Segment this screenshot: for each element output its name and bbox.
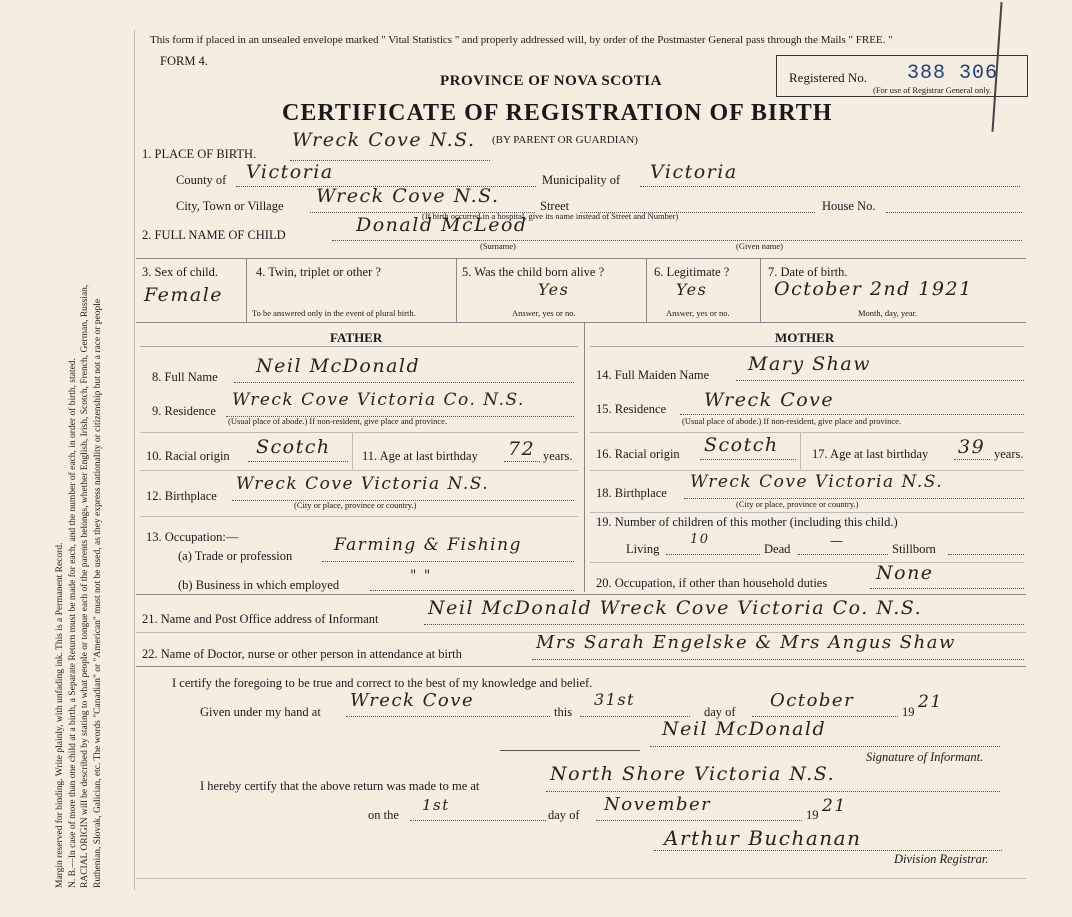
column-divider bbox=[246, 258, 247, 322]
underline bbox=[752, 716, 898, 717]
signature-rule bbox=[500, 750, 640, 751]
column-divider bbox=[456, 258, 457, 322]
mother-racial-value: Scotch bbox=[704, 434, 779, 456]
underline bbox=[532, 659, 1024, 660]
mother-occupation-label: 20. Occupation, if other than household duties bbox=[596, 576, 828, 590]
row-divider bbox=[136, 322, 1026, 323]
given-name-label: (Given name) bbox=[736, 241, 783, 251]
father-residence-note: (Usual place of abode.) If non-resident, give place and province. bbox=[228, 416, 448, 426]
year-prefix: 19 bbox=[902, 705, 915, 719]
mother-children-label: 19. Number of children of this mother (including this child.) bbox=[596, 515, 898, 529]
signature-of-informant-label: Signature of Informant. bbox=[866, 750, 984, 764]
given-place-value: Wreck Cove bbox=[350, 690, 475, 711]
registrar-signature: Arthur Buchanan bbox=[664, 826, 862, 850]
field-rule bbox=[140, 470, 578, 471]
father-trade-label: (a) Trade or profession bbox=[178, 549, 293, 563]
mother-racial-label: 16. Racial origin bbox=[596, 447, 680, 461]
dob-label: 7. Date of birth. bbox=[768, 265, 848, 279]
father-years-label: years. bbox=[543, 449, 573, 463]
dead-label: Dead bbox=[764, 542, 791, 556]
row-divider bbox=[136, 666, 1026, 667]
underline bbox=[546, 791, 1000, 792]
father-racial-value: Scotch bbox=[256, 436, 331, 458]
father-birthplace-note: (City or place, province or country.) bbox=[294, 500, 417, 510]
father-trade-value: Farming & Fishing bbox=[334, 535, 522, 555]
mother-occupation-value: None bbox=[876, 562, 934, 584]
margin-note-line: RACIAL ORIGIN will be described by stating to what people or tongue each of the parents belongs, whether English, Irish, Scotch, French, German, Russian, bbox=[80, 284, 91, 888]
living-label: Living bbox=[626, 542, 660, 556]
column-divider bbox=[352, 432, 353, 470]
return-place-value: North Shore Victoria N.S. bbox=[550, 763, 836, 785]
father-heading-rule bbox=[140, 346, 578, 347]
city-value: Wreck Cove N.S. bbox=[316, 185, 500, 207]
column-divider bbox=[800, 432, 801, 470]
margin-note-line: N. B.—In case of more than one child at a birth, a Separate Return must be made for each, and the number of each, in order of birth, stated. bbox=[67, 358, 78, 888]
alive-note: Answer, yes or no. bbox=[512, 308, 576, 318]
underline bbox=[504, 461, 540, 462]
underline bbox=[410, 820, 546, 821]
return-day-value: 1st bbox=[422, 796, 450, 814]
underline bbox=[700, 459, 796, 460]
mother-heading: MOTHER bbox=[775, 330, 835, 345]
mother-residence-value: Wreck Cove bbox=[704, 389, 835, 411]
this-label: this bbox=[554, 705, 573, 719]
underline bbox=[650, 746, 1000, 747]
county-value: Victoria bbox=[246, 161, 334, 183]
underline bbox=[954, 459, 990, 460]
stillborn-label: Stillborn bbox=[892, 542, 936, 556]
father-age-label: 11. Age at last birthday bbox=[362, 449, 478, 463]
mother-name-value: Mary Shaw bbox=[748, 353, 871, 375]
twin-note: To be answered only in the event of plural birth. bbox=[252, 308, 416, 318]
bottom-rule bbox=[136, 878, 1026, 879]
street-label: Street bbox=[540, 199, 570, 213]
twin-label: 4. Twin, triplet or other ? bbox=[256, 265, 381, 279]
living-value: 10 bbox=[690, 532, 710, 547]
informant-signature: Neil McDonald bbox=[662, 718, 827, 740]
dead-value: — bbox=[830, 534, 845, 549]
mother-age-label: 17. Age at last birthday bbox=[812, 447, 929, 461]
return-made-label: I hereby certify that the above return was made to me at bbox=[200, 779, 480, 793]
doctor-label: 22. Name of Doctor, nurse or other person in attendance at birth bbox=[142, 647, 462, 661]
legitimate-value: Yes bbox=[676, 280, 708, 299]
house-label: House No. bbox=[822, 199, 876, 213]
alive-value: Yes bbox=[538, 280, 570, 299]
sex-value: Female bbox=[144, 284, 224, 306]
father-birthplace-label: 12. Birthplace bbox=[146, 489, 217, 503]
father-business-label: (b) Business in which employed bbox=[178, 578, 340, 592]
underline bbox=[580, 716, 690, 717]
certify-statement: I certify the foregoing to be true and correct to the best of my knowledge and belief. bbox=[172, 676, 593, 690]
return-month-value: November bbox=[604, 794, 712, 815]
doctor-value: Mrs Sarah Engelske & Mrs Angus Shaw bbox=[536, 632, 956, 653]
on-the-label: on the bbox=[368, 808, 399, 822]
underline bbox=[736, 380, 1024, 381]
father-residence-label: 9. Residence bbox=[152, 404, 216, 418]
registrar-note: (For use of Registrar General only. bbox=[873, 85, 992, 95]
alive-label: 5. Was the child born alive ? bbox=[462, 265, 605, 279]
column-divider bbox=[646, 258, 647, 322]
given-day-value: 31st bbox=[594, 690, 635, 709]
form-number: FORM 4. bbox=[160, 54, 208, 68]
by-parent-note: (BY PARENT OR GUARDIAN) bbox=[492, 134, 638, 146]
father-name-label: 8. Full Name bbox=[152, 370, 218, 384]
underline bbox=[870, 588, 1024, 589]
father-age-value: 72 bbox=[508, 438, 536, 460]
day-of-label: day of bbox=[704, 705, 736, 719]
parents-divider bbox=[584, 322, 585, 592]
underline bbox=[886, 212, 1022, 213]
underline bbox=[596, 820, 802, 821]
mother-name-label: 14. Full Maiden Name bbox=[596, 368, 710, 382]
underline bbox=[666, 554, 760, 555]
mother-heading-rule bbox=[590, 346, 1024, 347]
child-name-value: Donald McLeod bbox=[356, 214, 528, 236]
mother-years-label: years. bbox=[994, 447, 1024, 461]
given-under-label: Given under my hand at bbox=[200, 705, 321, 719]
field-rule bbox=[590, 432, 1024, 433]
margin-note-line: Ruthenian, Slovak, Galician, etc. The words "Canadian" or "American" must not be used, as they express nationality or citizenship but not a race or people bbox=[92, 298, 103, 888]
given-year-value: 21 bbox=[918, 692, 943, 712]
registered-label: Registered No. bbox=[789, 70, 867, 85]
underline bbox=[332, 240, 1022, 241]
mother-residence-note: (Usual place of abode.) If non-resident, give place and province. bbox=[682, 416, 902, 426]
underline bbox=[680, 414, 1024, 415]
field-rule bbox=[590, 512, 1024, 513]
mother-birthplace-label: 18. Birthplace bbox=[596, 486, 667, 500]
underline bbox=[322, 561, 574, 562]
underline bbox=[346, 716, 550, 717]
informant-label: 21. Name and Post Office address of Informant bbox=[142, 612, 379, 626]
field-rule bbox=[590, 562, 1024, 563]
county-label: County of bbox=[176, 173, 227, 187]
underline bbox=[424, 624, 1024, 625]
given-month-value: October bbox=[770, 690, 855, 711]
registration-box bbox=[776, 55, 1028, 97]
hospital-note: (If birth occurred in a hospital, give its name instead of Street and Number) bbox=[422, 211, 679, 221]
father-birthplace-value: Wreck Cove Victoria N.S. bbox=[236, 474, 490, 494]
column-divider bbox=[760, 258, 761, 322]
mother-residence-label: 15. Residence bbox=[596, 402, 667, 416]
return-day-of-label: day of bbox=[548, 808, 580, 822]
child-name-label: 2. FULL NAME OF CHILD bbox=[142, 228, 286, 242]
mother-birthplace-value: Wreck Cove Victoria N.S. bbox=[690, 472, 944, 492]
place-of-birth-value: Wreck Cove N.S. bbox=[292, 129, 476, 151]
margin-instructions bbox=[54, 8, 104, 888]
legitimate-label: 6. Legitimate ? bbox=[654, 265, 730, 279]
field-rule bbox=[590, 470, 1024, 471]
dob-note: Month, day, year. bbox=[858, 308, 918, 318]
row-divider bbox=[136, 594, 1026, 595]
dob-value: October 2nd 1921 bbox=[774, 278, 973, 300]
return-year-value: 21 bbox=[822, 796, 847, 816]
mother-age-value: 39 bbox=[958, 436, 986, 458]
surname-label: (Surname) bbox=[480, 241, 516, 251]
certificate-title: CERTIFICATE OF REGISTRATION OF BIRTH bbox=[282, 100, 833, 126]
father-heading: FATHER bbox=[330, 330, 383, 345]
return-year-prefix: 19 bbox=[806, 808, 819, 822]
father-racial-label: 10. Racial origin bbox=[146, 449, 230, 463]
father-business-value: " " bbox=[410, 568, 432, 584]
mother-birthplace-note: (City or place, province or country.) bbox=[736, 499, 859, 509]
father-name-value: Neil McDonald bbox=[256, 355, 421, 377]
municipality-label: Municipality of bbox=[542, 173, 621, 187]
field-rule bbox=[140, 432, 578, 433]
province-heading: PROVINCE OF NOVA SCOTIA bbox=[440, 73, 662, 89]
legitimate-note: Answer, yes or no. bbox=[666, 308, 730, 318]
registered-number: 388 306 bbox=[907, 62, 999, 85]
father-residence-value: Wreck Cove Victoria Co. N.S. bbox=[232, 390, 525, 410]
informant-value: Neil McDonald Wreck Cove Victoria Co. N.S. bbox=[428, 597, 923, 619]
underline bbox=[248, 461, 348, 462]
underline bbox=[654, 850, 1002, 851]
place-of-birth-label: 1. PLACE OF BIRTH. bbox=[142, 147, 257, 161]
city-label: City, Town or Village bbox=[176, 199, 284, 213]
underline bbox=[640, 186, 1020, 187]
margin-rule bbox=[134, 30, 135, 890]
municipality-value: Victoria bbox=[650, 161, 738, 183]
margin-note-line: Margin reserved for binding. Write plainly, with unfading ink. This is a Permanent Record. bbox=[55, 542, 65, 888]
father-occupation-label: 13. Occupation:— bbox=[146, 530, 239, 544]
underline bbox=[370, 590, 574, 591]
underline bbox=[948, 554, 1024, 555]
mail-notice: This form if placed in an unsealed envelope marked " Vital Statistics " and properly addressed will, by order of the Postmaster General pass through the Mails " FREE. " bbox=[150, 34, 893, 46]
sex-label: 3. Sex of child. bbox=[142, 265, 219, 279]
underline bbox=[234, 382, 574, 383]
division-registrar-label: Division Registrar. bbox=[894, 852, 989, 866]
field-rule bbox=[140, 516, 578, 517]
underline bbox=[798, 554, 888, 555]
row-divider bbox=[136, 258, 1026, 259]
